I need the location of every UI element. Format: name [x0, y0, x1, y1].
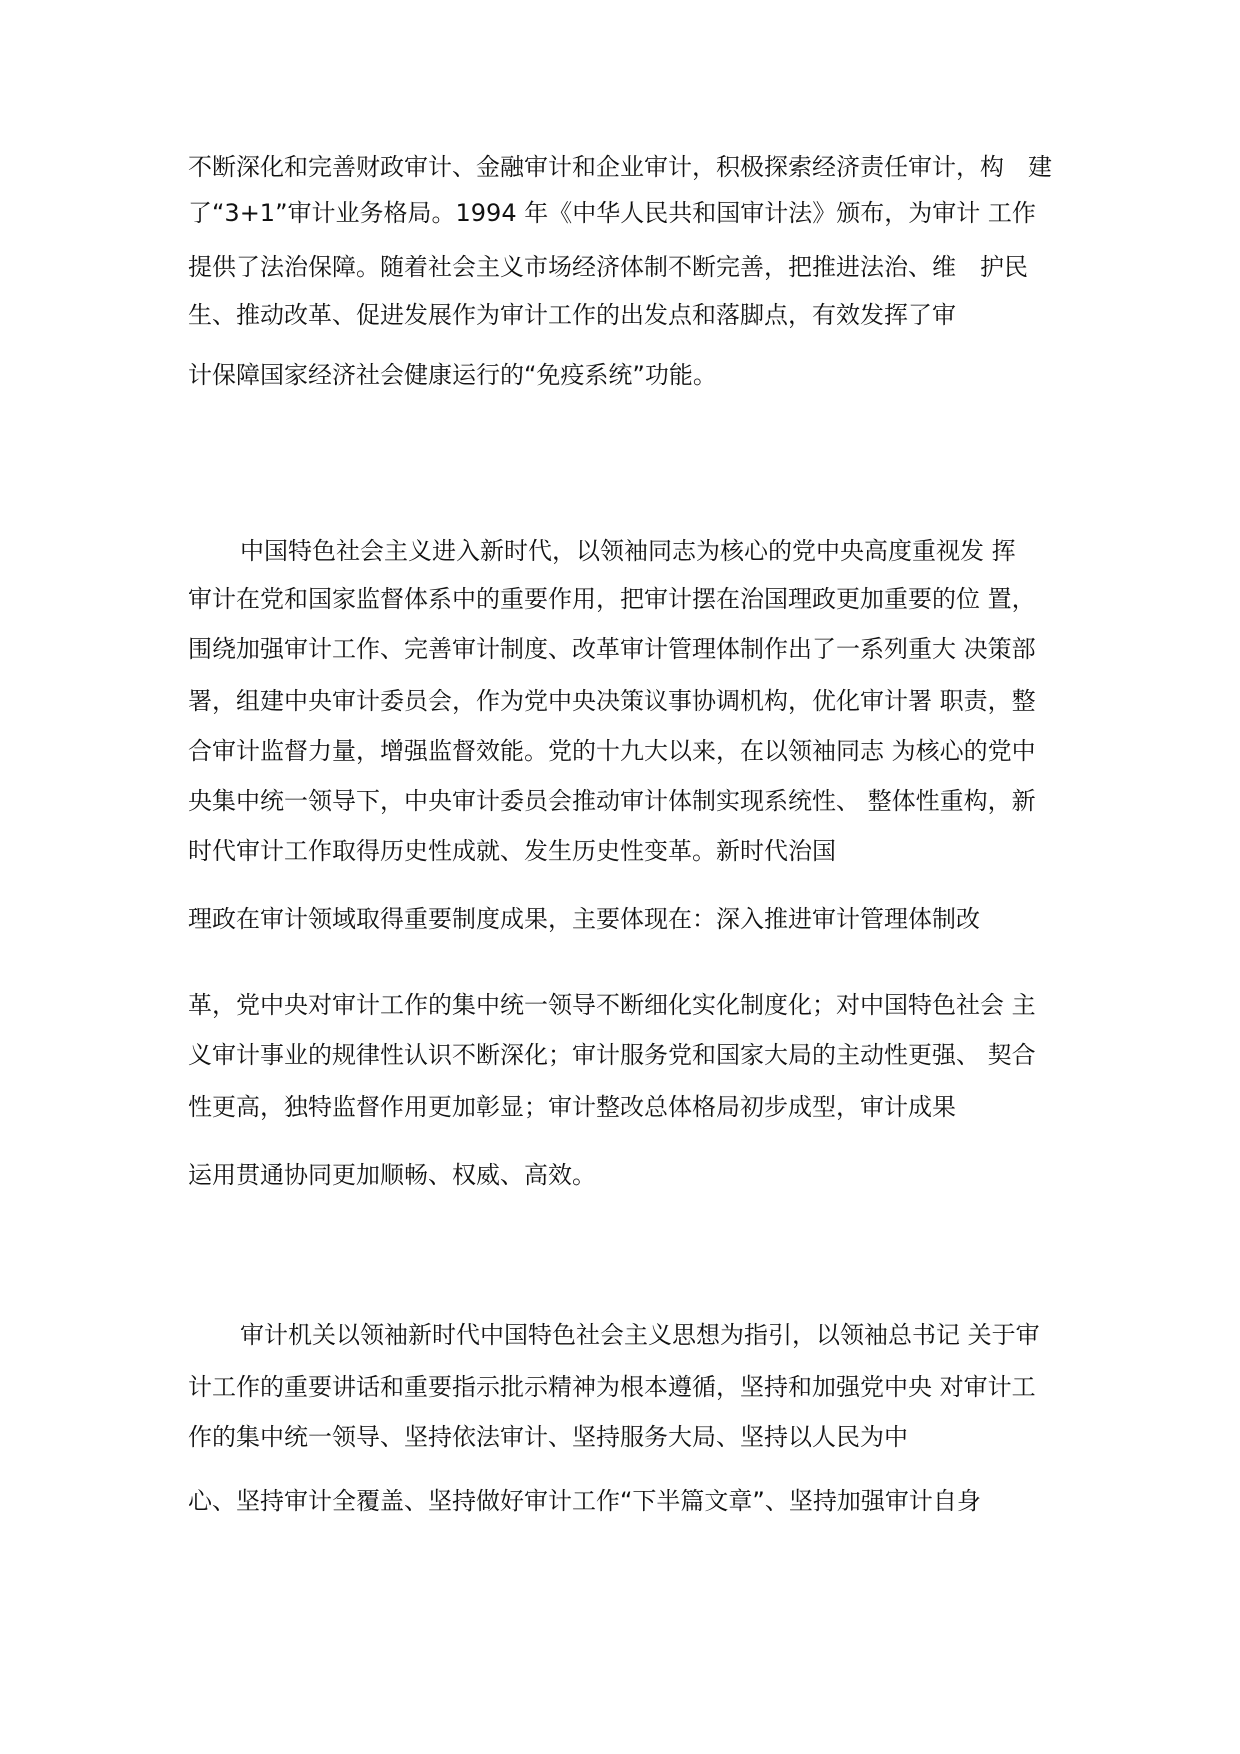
paragraph-1-line-2: 了“3+1”审计业务格局。1994 年《中华人民共和国审计法》颁布，为审计 工作: [188, 199, 1036, 227]
paragraph-2-line-10: 义审计事业的规律性认识不断深化；审计服务党和国家大局的主动性更强、 契合: [188, 1041, 1036, 1069]
paragraph-1-line-5: 计保障国家经济社会健康运行的“免疫系统”功能。: [188, 361, 717, 389]
paragraph-2-line-12: 运用贯通协同更加顺畅、权威、高效。: [188, 1161, 596, 1189]
paragraph-2-line-5: 合审计监督力量，增强监督效能。党的十九大以来，在以领袖同志 为核心的党中: [188, 737, 1036, 765]
paragraph-2-line-1: 中国特色社会主义进入新时代，以领袖同志为核心的党中央高度重视发 挥: [240, 537, 1016, 565]
paragraph-3-line-4: 心、坚持审计全覆盖、坚持做好审计工作“下半篇文章”、坚持加强审计自身: [188, 1487, 981, 1515]
paragraph-2-line-7: 时代审计工作取得历史性成就、发生历史性变革。新时代治国: [188, 837, 836, 865]
paragraph-2-line-8: 理政在审计领域取得重要制度成果，主要体现在：深入推进审计管理体制改: [188, 905, 980, 933]
paragraph-2-line-4: 署，组建中央审计委员会，作为党中央决策议事协调机构，优化审计署 职责，整: [188, 687, 1036, 715]
paragraph-3-line-1: 审计机关以领袖新时代中国特色社会主义思想为指引，以领袖总书记 关于审: [240, 1321, 1040, 1349]
paragraph-3-line-2: 计工作的重要讲话和重要指示批示精神为根本遵循，坚持和加强党中央 对审计工: [188, 1373, 1036, 1401]
paragraph-2-line-9: 革，党中央对审计工作的集中统一领导不断细化实化制度化；对中国特色社会 主: [188, 991, 1036, 1019]
paragraph-3-line-3: 作的集中统一领导、坚持依法审计、坚持服务大局、坚持以人民为中: [188, 1423, 908, 1451]
paragraph-2-line-3: 围绕加强审计工作、完善审计制度、改革审计管理体制作出了一系列重大 决策部: [188, 635, 1036, 663]
paragraph-2-line-6: 央集中统一领导下，中央审计委员会推动审计体制实现系统性、 整体性重构，新: [188, 787, 1036, 815]
paragraph-1-line-3: 提供了法治保障。随着社会主义市场经济体制不断完善，把推进法治、维 护民: [188, 253, 1028, 281]
paragraph-1-line-1: 不断深化和完善财政审计、金融审计和企业审计，积极探索经济责任审计，构 建: [188, 153, 1052, 181]
paragraph-1-line-4: 生、推动改革、促进发展作为审计工作的出发点和落脚点，有效发挥了审: [188, 301, 956, 329]
paragraph-2-line-11: 性更高，独特监督作用更加彰显；审计整改总体格局初步成型，审计成果: [188, 1093, 956, 1121]
paragraph-2-line-2: 审计在党和国家监督体系中的重要作用，把审计摆在治国理政更加重要的位 置，: [188, 585, 1036, 613]
